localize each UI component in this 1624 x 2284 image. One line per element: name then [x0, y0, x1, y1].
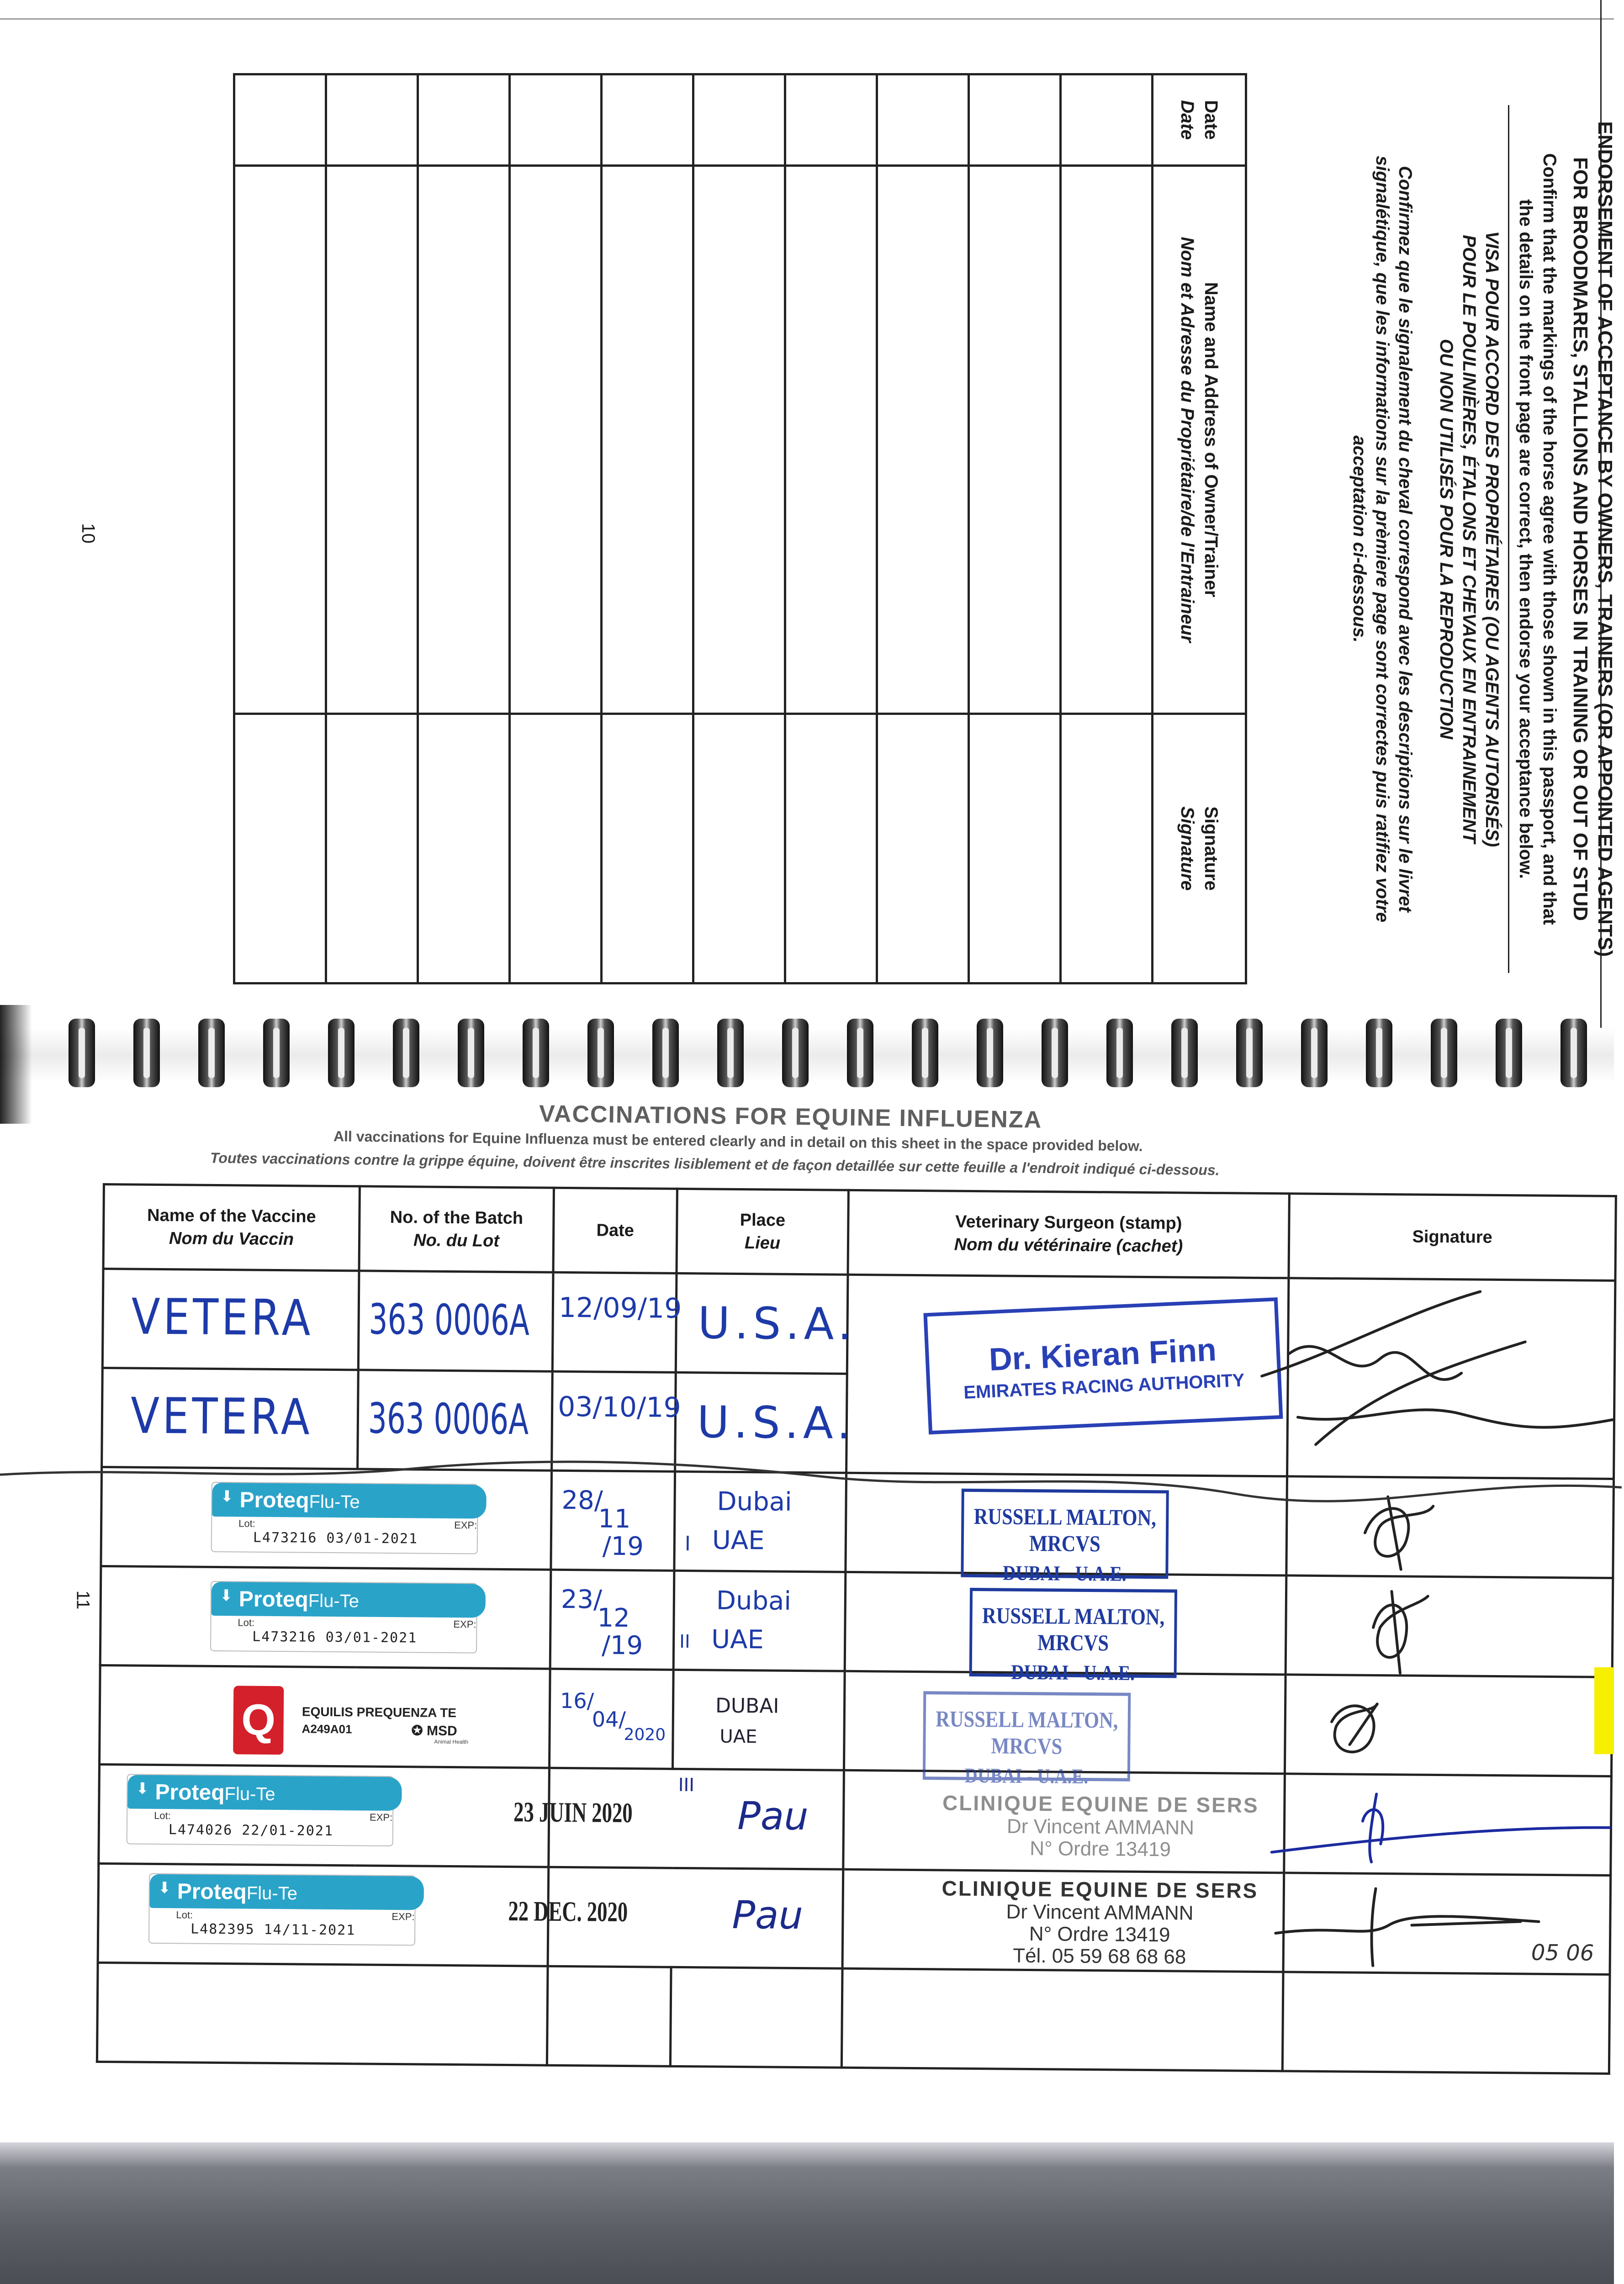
endorsement-title-line2: FOR BROODMARES, STALLIONS AND HORSES IN TRAINING OR OUT OF STUD: [1569, 157, 1592, 921]
batch-number: 363 0006A: [369, 1295, 530, 1345]
page-top-edge: [0, 0, 1614, 20]
cell-place: [670, 1967, 842, 2067]
col-date-header: [1153, 74, 1246, 166]
vaccination-date: 03/10/19: [557, 1390, 681, 1424]
header-signature-label: Signature: [1412, 1227, 1492, 1247]
cell-date-place: [508, 1867, 843, 1968]
cell-batch: [358, 1370, 553, 1470]
stamp-place: DUBAI - U.A.E.: [964, 1763, 1089, 1788]
q-logo-icon: Q: [233, 1686, 284, 1755]
vaccination-row: [101, 1467, 1614, 1578]
vaccine-sticker: [149, 1874, 415, 1945]
col-signature-header: [1153, 714, 1246, 983]
cell-date: [551, 1470, 675, 1570]
batch-number: 363 0006A: [368, 1394, 529, 1444]
dose-number: II: [679, 1631, 690, 1653]
sticker-lot: L473216 03/01-2021: [252, 1628, 418, 1646]
cell-signature: [1283, 1873, 1611, 1975]
header-date: [553, 1188, 677, 1273]
cell-vet-stamp: [846, 1473, 1287, 1586]
era-stamp: [923, 1297, 1283, 1434]
sticker-brand: ProteqFlu-Te: [155, 1780, 275, 1805]
header-vet-fr: Nom du vétérinaire (cachet): [954, 1235, 1183, 1256]
arrow-down-icon: ⬇: [158, 1879, 171, 1897]
header-place-fr: Lieu: [744, 1233, 781, 1253]
stamp-place: DUBAI - U.A.E.: [1002, 1561, 1127, 1586]
place-country: UAE: [712, 1525, 765, 1556]
col-sig-en: Signature: [1201, 806, 1221, 891]
cell-place: [673, 1570, 846, 1671]
date-day: 23/: [561, 1584, 603, 1615]
date-year: /19: [601, 1630, 643, 1661]
arrow-down-icon: ⬇: [136, 1780, 149, 1798]
sticker-exp-label: EXP:: [453, 1618, 476, 1630]
header-batch-en: No. of the Batch: [390, 1207, 524, 1228]
vaccination-row: [100, 1566, 1613, 1677]
sticker-lot-label: Lot:: [154, 1809, 171, 1822]
vaccination-place: U.S.A.: [698, 1297, 857, 1350]
header-vaccine: [103, 1184, 360, 1271]
spiral-ring: [1106, 1019, 1133, 1087]
spiral-ring: [523, 1019, 549, 1087]
passport-cover: [0, 2142, 1614, 2284]
confirm-fr-line2: signalétique, que les informations sur la prèmiere page sont correctes puis ratifiez votre: [1372, 155, 1392, 923]
vaccination-row: [98, 1863, 1611, 1974]
spiral-ring: [847, 1019, 873, 1087]
vaccination-row: [99, 1764, 1612, 1875]
cell-vet-stamp: [842, 1869, 1284, 1972]
endorsement-row: [234, 74, 326, 983]
header-vaccine-fr: Nom du Vaccin: [169, 1229, 294, 1249]
margin-note: 05 06: [1531, 1940, 1594, 1966]
sticker-exp-label: EXP:: [454, 1519, 477, 1531]
cell-date: [550, 1570, 674, 1670]
russell-malton-stamp: [969, 1588, 1177, 1685]
cell-batch: [358, 1271, 553, 1371]
arrow-down-icon: ⬇: [219, 1587, 233, 1605]
spiral-ring: [1496, 1019, 1522, 1087]
vaccine-name: VETERA: [130, 1387, 313, 1446]
endorsement-table-header: [1153, 74, 1246, 983]
cell-vet-stamp: [841, 1968, 1283, 2071]
date-month: 12: [597, 1603, 630, 1634]
cell-signature: [1285, 1675, 1612, 1776]
sticker-lot: L474026 22/01-2021: [168, 1822, 334, 1840]
endorsement-row: [785, 74, 877, 983]
cell-date: [549, 1669, 673, 1769]
spiral-ring: [587, 1019, 614, 1087]
col-date-fr: Date: [1177, 100, 1197, 140]
vaccination-place: U.S.A.: [697, 1396, 856, 1449]
cell-place: [674, 1471, 846, 1572]
confirm-en-line2: the details on the front page are correct, then endorse your acceptance below.: [1516, 199, 1536, 879]
vaccination-place: Pau: [737, 1793, 809, 1839]
col-name-en: Name and Address of Owner/Trainer: [1201, 282, 1221, 597]
endorsement-row: [1061, 74, 1153, 983]
header-signature: [1289, 1194, 1616, 1281]
date-day: 28/: [561, 1485, 603, 1516]
signature-mark: [1287, 1576, 1612, 1676]
sticker-lot-label: Lot:: [176, 1909, 193, 1921]
cell-signature: [1282, 1972, 1610, 2074]
vaccination-date: 22 DEC. 2020: [508, 1896, 628, 1928]
spiral-binding: [0, 1014, 1614, 1105]
spiral-ring: [1171, 1019, 1198, 1087]
cell-vet-stamp: [843, 1770, 1285, 1873]
endorsement-row: [877, 74, 969, 983]
vaccination-subtitle-fr: Toutes vaccinations contre la grippe équine, doivent être inscrites lisiblement et de façon detaillée sur cette feuille a l'endroit indiqué ci-dessous.: [210, 1149, 1220, 1179]
vaccination-table-wrapper: [96, 1183, 1615, 2090]
signature-mark: [1288, 1279, 1614, 1478]
spiral-ring: [717, 1019, 744, 1087]
spiral-ring: [263, 1019, 290, 1087]
endorsement-page: [128, 64, 1617, 1005]
spiral-ring: [458, 1019, 484, 1087]
stamp-name: RUSSELL MALTON, MRCVS: [982, 1602, 1165, 1656]
header-batch: [359, 1186, 554, 1272]
vaccination-table: [96, 1183, 1617, 2075]
date-year: /19: [602, 1531, 644, 1562]
visa-line2: POUR LE POULINIÈRES, ÉTALONS ET CHEVAUX EN ENTRAINEMENT: [1459, 235, 1479, 843]
sticker-lot: L473216 03/01-2021: [253, 1529, 418, 1547]
spiral-ring: [1561, 1019, 1587, 1087]
signature-mark: [1285, 1775, 1610, 1874]
arrow-down-icon: ⬇: [220, 1488, 234, 1506]
date-month: 11: [598, 1504, 631, 1534]
equilis-sticker: [233, 1686, 480, 1756]
sticker-brand: ProteqFlu-Te: [238, 1587, 360, 1612]
endorsement-row: [418, 74, 510, 983]
cell-signature: [1285, 1576, 1613, 1677]
spiral-ring: [393, 1019, 419, 1087]
sticker-lot: L482395 14/11-2021: [190, 1921, 356, 1939]
visa-line1: VISA POUR ACCORD DES PROPRIÉTAIRES (OU AGENTS AUTORISÉS): [1482, 231, 1502, 847]
clinic-name: CLINIQUE EQUINE DE SERS: [942, 1791, 1259, 1817]
vaccination-date: 12/09/19: [558, 1291, 682, 1325]
endorsement-row: [693, 74, 785, 983]
vaccine-sticker: [212, 1483, 477, 1554]
spiral-ring: [1431, 1019, 1457, 1087]
cell-date: [552, 1371, 681, 1471]
cell-vaccine: [102, 1269, 359, 1370]
cell-vaccine-sticker: [100, 1665, 550, 1768]
cell-vaccine-sticker: [99, 1764, 550, 1867]
col-name-fr: Nom et Adresse du Propriétaire/de l'Entraineur: [1177, 237, 1197, 643]
header-vet: [848, 1190, 1289, 1278]
vaccine-sticker: [211, 1582, 476, 1653]
cell-date: [547, 1966, 671, 2066]
vaccination-row-empty: [97, 1962, 1610, 2073]
equilis-name: EQUILIS PREQUENZA TE: [302, 1704, 457, 1720]
place-country: UAE: [719, 1726, 757, 1748]
russell-malton-stamp: [961, 1489, 1169, 1586]
place-country: UAE: [711, 1624, 764, 1655]
cell-vaccine-sticker: [100, 1566, 551, 1669]
page-number-10: 10: [78, 523, 98, 544]
stamp-name: RUSSELL MALTON, MRCVS: [973, 1503, 1157, 1557]
cell-place: [675, 1372, 856, 1473]
spiral-ring: [1236, 1019, 1263, 1087]
sticker-exp-label: EXP:: [370, 1811, 393, 1824]
clinic-stamp: [917, 1790, 1283, 1861]
msd-logo: ✪ MSD: [411, 1723, 457, 1739]
endorsement-page-content: [128, 64, 1617, 1005]
endorsement-header: [1348, 82, 1617, 996]
cell-date-place: [513, 1768, 844, 1869]
endorsement-title-line1: ENDORSEMENT OF ACCEPTANCE BY OWNERS, TRAINERS (OR APPOINTED AGENTS): [1594, 121, 1616, 957]
highlighter-mark: [1594, 1667, 1614, 1754]
clinic-vet: Dr Vincent AMMANN: [1006, 1815, 1195, 1839]
header-place: [677, 1189, 848, 1274]
date-month: 04/: [592, 1707, 626, 1732]
confirm-en-line1: Confirm that the markings of the horse agree with those shown in this passport, and that: [1539, 153, 1560, 925]
date-year: 2020: [624, 1725, 666, 1745]
header-vet-en: Veterinary Surgeon (stamp): [955, 1212, 1182, 1233]
col-name-header: [1153, 166, 1246, 714]
msd-subtitle: Animal Health: [434, 1738, 469, 1745]
spiral-ring: [912, 1019, 938, 1087]
vaccine-name: VETERA: [131, 1288, 314, 1347]
signature-mark: [1286, 1676, 1611, 1775]
vaccination-subtitle-en: All vaccinations for Equine Influenza must be entered clearly and in detail on this sheet in the space provided below.: [333, 1128, 1143, 1154]
col-sig-fr: Signature: [1177, 806, 1197, 891]
clinic-vet: Dr Vincent AMMANN: [1006, 1900, 1194, 1924]
cell-signature: [1284, 1774, 1612, 1876]
dose-number: III: [678, 1774, 695, 1796]
vaccine-sticker: [127, 1775, 393, 1845]
stamp-name: RUSSELL MALTON, MRCVS: [936, 1706, 1118, 1759]
russell-malton-stamp: [923, 1691, 1131, 1788]
vaccination-table-header: [103, 1184, 1616, 1281]
cell-vaccine: [97, 1962, 548, 2065]
stamp-place: DUBAI - U.A.E.: [1011, 1660, 1135, 1685]
spiral-ring: [1366, 1019, 1392, 1087]
confirm-fr-line1: Confirmez que le signalement du cheval correspond avec les descriptions sur le livret: [1395, 166, 1415, 912]
vaccination-row: [100, 1665, 1613, 1776]
sticker-exp-label: EXP:: [391, 1911, 415, 1923]
header-divider: [1508, 105, 1509, 973]
clinic-order: N° Ordre 13419: [1029, 1922, 1170, 1946]
spiral-ring: [652, 1019, 679, 1087]
sticker-lot-label: Lot:: [238, 1517, 255, 1529]
endorsement-row: [510, 74, 602, 983]
cell-place: [676, 1273, 857, 1374]
spiral-ring: [1301, 1019, 1328, 1087]
clinic-order: N° Ordre 13419: [1030, 1837, 1171, 1861]
cell-signature: [1287, 1278, 1615, 1479]
header-date-label: Date: [596, 1221, 635, 1241]
signature-mark: [1287, 1477, 1613, 1577]
spiral-ring: [328, 1019, 354, 1087]
equilis-lot: A249A01: [302, 1722, 352, 1736]
vaccination-title: VACCINATIONS FOR EQUINE INFLUENZA: [539, 1100, 1042, 1133]
clinic-tel: Tél. 05 59 68 68 68: [1012, 1944, 1186, 1968]
vaccination-row: [102, 1269, 1615, 1380]
vaccination-date: 23 JUIN 2020: [513, 1797, 633, 1829]
endorsement-table: [233, 73, 1247, 984]
sticker-brand: ProteqFlu-Te: [177, 1879, 298, 1904]
page-number-11: 11: [73, 1590, 93, 1610]
vaccination-place: Pau: [732, 1892, 804, 1938]
place-city: Dubai: [716, 1586, 792, 1616]
cell-vet-stamp: [846, 1274, 1289, 1476]
sticker-lot-label: Lot:: [238, 1617, 255, 1628]
endorsement-row: [969, 74, 1061, 983]
date-day: 16/: [560, 1688, 594, 1713]
cell-vaccine: [102, 1368, 359, 1469]
cell-vet-stamp: [844, 1671, 1285, 1788]
col-date-en: Date: [1201, 100, 1221, 140]
endorsement-row: [602, 74, 693, 983]
sticker-brand: ProteqFlu-Te: [239, 1488, 360, 1513]
spiral-ring: [782, 1019, 809, 1087]
dose-number: I: [684, 1532, 691, 1556]
header-batch-fr: No. du Lot: [413, 1231, 500, 1251]
confirm-fr-line3: acceptation ci-dessous.: [1349, 435, 1370, 643]
clinic-name: CLINIQUE EQUINE DE SERS: [942, 1876, 1259, 1903]
visa-line3: OU NON UTILISÉS POUR LA REPRODUCTION: [1436, 338, 1456, 740]
endorsement-row: [326, 74, 418, 983]
era-stamp-org: EMIRATES RACING AUTHORITY: [963, 1370, 1245, 1403]
spiral-ring: [198, 1019, 225, 1087]
place-city: DUBAI: [715, 1694, 779, 1718]
place-city: Dubai: [717, 1486, 792, 1517]
header-vaccine-en: Name of the Vaccine: [147, 1205, 316, 1227]
spiral-ring: [977, 1019, 1003, 1087]
cell-vaccine-sticker: [101, 1467, 552, 1570]
spiral-ring: [133, 1019, 160, 1087]
cell-place: [672, 1670, 845, 1770]
header-place-en: Place: [740, 1210, 786, 1230]
spiral-ring: [1042, 1019, 1068, 1087]
cell-signature: [1286, 1476, 1614, 1578]
cell-vet-stamp: [845, 1572, 1286, 1685]
cell-vaccine-sticker: [98, 1863, 549, 1966]
spiral-ring: [69, 1019, 95, 1087]
cell-date: [552, 1272, 682, 1372]
clinic-stamp: [917, 1876, 1283, 1969]
era-stamp-name: Dr. Kieran Finn: [988, 1332, 1217, 1378]
